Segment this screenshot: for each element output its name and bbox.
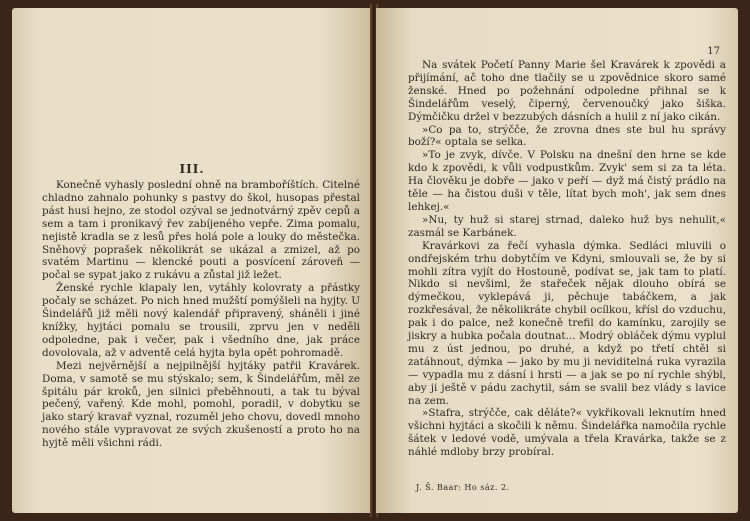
paragraph: Konečně vyhasly poslední ohně na bramboříštích. Citelné chladno zahnalo pohunky s pastvy do škol, husopas přestal pást husi hejno, ze stodol ozýval se jednotvárný zpěv cepů a sem a tam i pronikavý řev zabíjeného vepře. Zima pomalu, nejistě kradla se z lesů přes holá pole a louky do městečka. Sněhový poprašek několikrát se ukázal a zmizel, až po svatém Martinu — klencké pouti a posvícení zároveň — počal se sypat jako z rukávu a zůstal již ležet. bbox=[42, 179, 360, 282]
left-page-text bbox=[42, 179, 360, 450]
signature-footer: J. Š. Baar: Ho sáz. 2. bbox=[416, 483, 510, 492]
paragraph: »To je zvyk, dívče. V Polsku na dnešní den hrne se kde kdo k zpovědi, k vůli vodpustkům. Zvyk' sem si za ta léta. Ha člověku je dobře — jako v peří — dyž má čistý prádlo na těle — ha čistou duši v těle, lítat bych moh', jak sem dnes lehkej.« bbox=[408, 149, 726, 213]
paragraph: »Stafra, strýčče, cak děláte?« vykřikovali leknutím hned všichni hyjtáci a skočili k němu. Šindelářka namočila rychle šátek v ledové vodě, umývala a třela Kravárka, takže se z náhlé mdloby brzy probíral. bbox=[408, 407, 726, 459]
right-page bbox=[376, 8, 738, 513]
paragraph: Na svátek Početí Panny Marie šel Kravárek k zpovědi a přijímání, ač toho dne tlačily se u zpovědnice skoro samé ženské. Hned po požehnání odpoledne přihnal se k Šindelářům veselý, čiperný, červenoučký jako šiška. Dýmčičku držel v bezzubých dásních a hulil z ní jako cikán. bbox=[408, 59, 726, 123]
chapter-heading: III. bbox=[179, 162, 205, 176]
left-page bbox=[12, 8, 372, 513]
paragraph: »Co pa to, strýčče, že zrovna dnes ste bul hu správy boží?« optala se selka. bbox=[408, 123, 726, 149]
paragraph: Mezi nejvěrnější a nejpilnější hyjtáky patřil Kravárek. Doma, v samotě se mu stýskalo; sem, k Šindelářům, měl ze špitálu pár kroků, jen silnici přeběhnouti, a tak tu býval pečený, vařený. Kde mohl, pomohl, poradil, v dobytku se jako starý kravař vyznal, rozuměl jeho chovu, dovedl mnoho nového stále vypravovat ze svých zkušeností a proto ho na hyjtě měli všichni rádi. bbox=[42, 359, 360, 450]
paragraph: Kravárkovi za řečí vyhasla dýmka. Sedláci mluvili o ondřejském trhu dobytčím ve Kdyni, smlouvali se, že by si mohli zítra vyjít do Hostouně, podívat se, jak tam to platí. Nikdo si nevšiml, že stařeček nějak dlouho obírá se dýmečkou, vyklepává ji, pěchuje tabáčkem, a jak rozkřesával, že několikráte chybil ocílkou, křísl do vzduchu, pak i do palce, než konečně trefil do kamínku, zarojily se jiskry a hubka počala doutnat... Modrý obláček dýmu vyplul mu z úst jednou, po druhé, a když po třetí chtěl si zatáhnout, dýmka — jako by mu ji neviditelná ruka vyrazila — vypadla mu z dásní i hrsti — a jak se po ní rychle shýbl, aby ji ještě v pádu zachytil, sám se svalil bez vlády s lavice na zem. bbox=[408, 239, 726, 407]
page-number: 17 bbox=[707, 46, 720, 57]
right-page-text bbox=[408, 59, 726, 459]
paragraph: Ženské rychle klapaly len, vytáhly kolovraty a přástky počaly se scházet. Po nich hned mužští pomýšleli na hyjty. U Šindelářů již měli nový kalendář připravený, sháněli i jiné knížky, hyjtáci pomalu se trousili, zprvu jen v neděli odpoledne, pak i večer, pak i všedního dne, jak práce dovolovala, až v adventě celá hyjta byla opět pohromadě. bbox=[42, 282, 360, 359]
paragraph: »Nu, ty huž si starej strnad, daleko huž bys nehulit,« zasmál se Karbánek. bbox=[408, 213, 726, 239]
